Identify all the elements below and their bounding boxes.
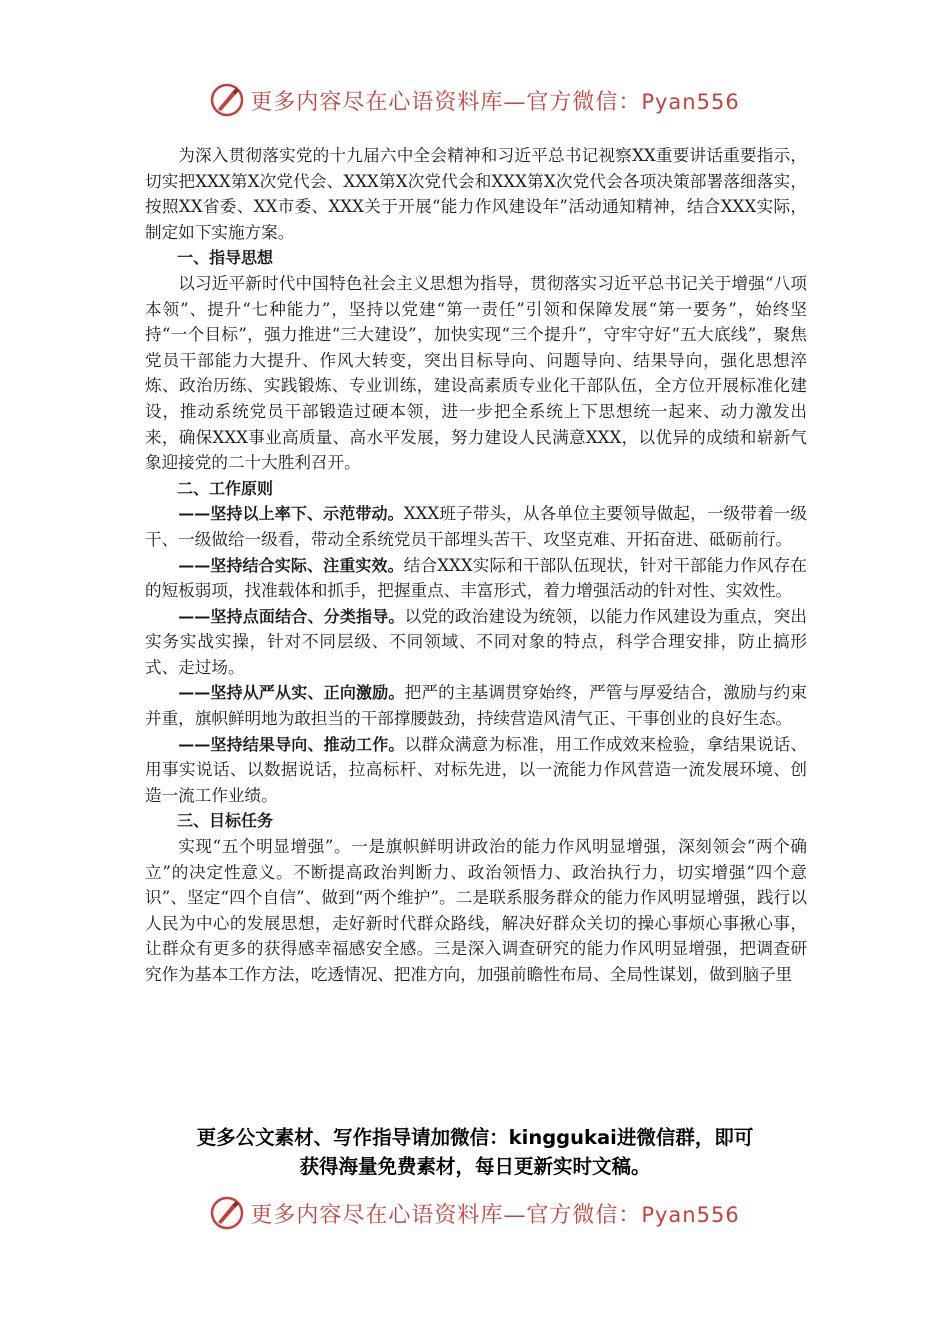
principle-paragraph [145,732,807,809]
banner-text: 更多内容尽在心语资料库—官方微信：Pyan556 [250,1202,740,1228]
promo-line-1: 更多公文素材、写作指导请加微信：kinggukai进微信群，即可 [196,1126,754,1149]
promo-notice [120,1123,830,1181]
document-body [145,143,807,988]
section-heading-objectives: 三、目标任务 [177,811,274,831]
section-heading-guiding-ideology: 一、指导思想 [177,248,274,268]
principle-body: 以党的政治建设为统领，以能力作风建设为重点，突出实务实战实操，针对不同层级、不同领域、不同对象的特点，科学合理安排，防止搞形式、走过场。 [145,606,807,677]
principle-body: XXX班子带头，从各单位主要领导做起，一级带着一级干、一级做给一级看，带动全系统党员干部埋头苦干、攻坚克难、开拓奋进、砥砺前行。 [145,504,807,549]
pen-logo-icon [210,83,244,117]
principle-body: 把严的主基调贯穿始终，严管与厚爱结合，激励与约束并重，旗帜鲜明地为敢担当的干部撑腰鼓劲，持续营造风清气正、干事创业的良好生态。 [145,683,807,729]
intro-paragraph: 为深入贯彻落实党的十九届六中全会精神和习近平总书记视察XX重要讲话重要指示，切实把XXX第X次党代会、XXX第X次党代会和XXX第X次党代会各项决策部署落细落实，按照XX省委、XX市委、XXX关于开展“能力作风建设年”活动通知精神，结合XXX实际，制定如下实施方案。 [145,146,807,242]
guiding-ideology-paragraph: 以习近平新时代中国特色社会主义思想为指导，贯彻落实习近平总书记关于增强“八项本领”、提升“七种能力”，坚持以党建“第一责任”引领和保障发展“第一要务”，始终坚持“一个目标”，强力推进“三大建设”，加快实现“三个提升”，守牢守好“五大底线”，聚焦党员干部能力大提升、作风大转变，突出目标导向、问题导向、结果导向，强化思想淬炼、政治历练、实践锻炼、专业训练，建设高素质专业化干部队伍，全方位开展标准化建设，推动系统党员干部锻造过硬本领，进一步把全系统上下思想统一起来、动力激发出来，确保XXX事业高质量、高水平发展，努力建设人民满意XXX，以优异的成绩和崭新气象迎接党的二十大胜利召开。 [145,273,807,473]
pen-logo-icon [210,1196,244,1230]
banner-wechat-id: Pyan556 [641,1202,740,1227]
principle-title: ——坚持结果导向、推动工作。 [178,734,405,754]
principle-paragraph [145,680,807,731]
principle-paragraph [145,501,807,552]
principle-paragraph [145,553,807,604]
header-watermark-banner [0,80,950,120]
banner-text: 更多内容尽在心语资料库—官方微信：Pyan556 [250,89,740,115]
principle-title: ——坚持点面结合、分类指导。 [178,606,405,626]
footer-watermark-banner [0,1193,950,1233]
principle-title: ——坚持从严从实、正向激励。 [178,683,405,703]
objectives-paragraph: 实现“五个明显增强”。一是旗帜鲜明讲政治的能力作风明显增强，深刻领会“两个确立”的决定性意义。不断提高政治判断力、政治领悟力、政治执行力，切实增强“四个意识”、坚定“四个自信”、做到“两个维护”。二是联系服务群众的能力作风明显增强，践行以人民为中心的发展思想，走好新时代群众路线，解决好群众关切的操心事烦心事揪心事，让群众有更多的获得感幸福感安全感。三是深入调查研究的能力作风明显增强，把调查研究作为基本工作方法，吃透情况、把准方向，加强前瞻性布局、全局性谋划，做到脑子里 [145,837,807,984]
banner-wechat-id: Pyan556 [641,89,740,114]
principle-paragraph [145,604,807,681]
principle-title: ——坚持以上率下、示范带动。 [178,504,404,524]
section-heading-work-principles: 二、工作原则 [177,478,274,498]
principle-title: ——坚持结合实际、注重实效。 [178,555,404,575]
principle-body: 结合XXX实际和干部队伍现状，针对干部能力作风存在的短板弱项，找准载体和抓手，把握重点、丰富形式，着力增强活动的针对性、实效性。 [145,555,807,601]
principle-body: 以群众满意为标准，用工作成效来检验，拿结果说话、用事实说话、以数据说话，拉高标杆、对标先进，以一流能力作风营造一流发展环境、创造一流工作业绩。 [145,734,807,805]
promo-line-2: 获得海量免费素材，每日更新实时文稿。 [299,1155,651,1178]
